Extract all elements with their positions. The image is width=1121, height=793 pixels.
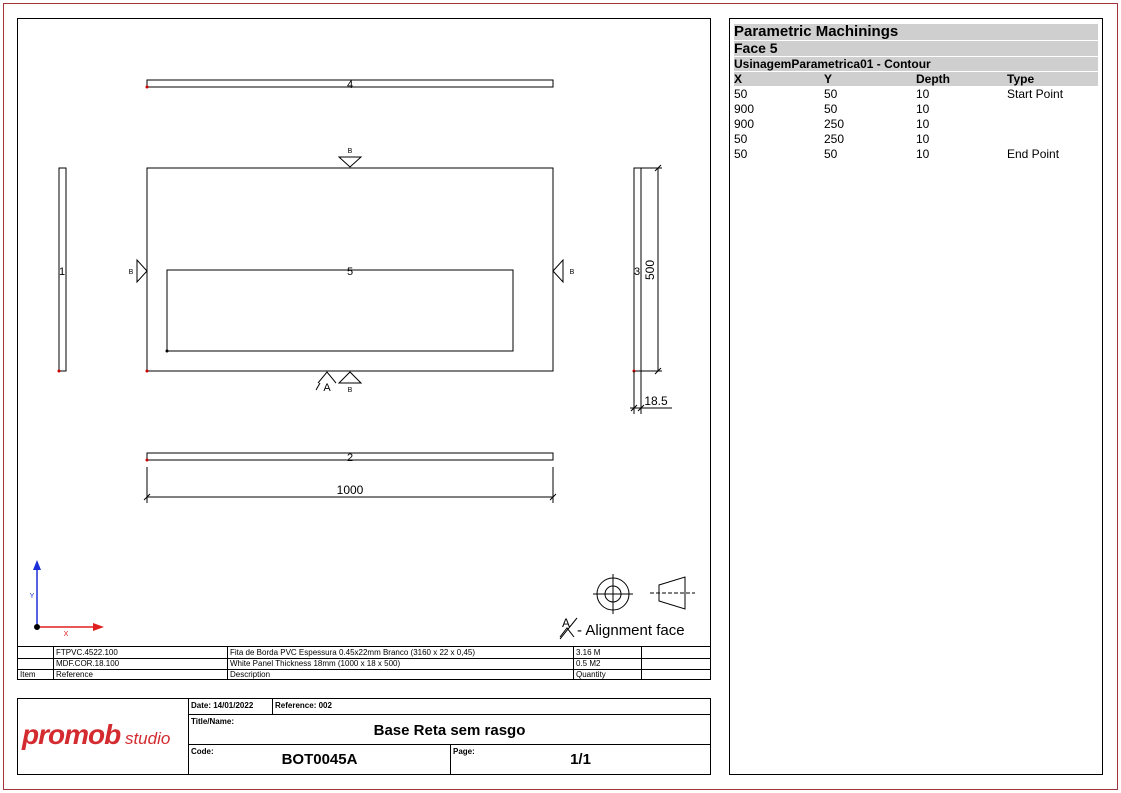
logo-sub: studio <box>120 729 171 748</box>
cell-y: 250 <box>824 132 845 146</box>
cell-y: 50 <box>824 102 838 116</box>
table-row <box>734 117 1098 132</box>
bom-header-extra <box>641 669 710 680</box>
contour-machining <box>167 270 513 351</box>
dimension-thickness: 18.5 <box>644 394 668 408</box>
bom-table <box>17 646 711 680</box>
bom-extra <box>641 658 710 669</box>
table-row <box>734 132 1098 147</box>
cell-x: 50 <box>734 132 748 146</box>
code-value: BOT0045A <box>281 751 358 768</box>
cell-x: 50 <box>734 87 748 101</box>
cell-depth: 10 <box>916 102 930 116</box>
cell-type: Start Point <box>1007 87 1064 101</box>
cell-y: 250 <box>824 117 845 131</box>
page-cell <box>450 745 710 774</box>
edge-point <box>146 86 149 89</box>
cell-depth: 10 <box>916 117 930 131</box>
reference-cell <box>272 699 710 715</box>
date: Date: 14/01/2022 <box>191 701 254 710</box>
bom-header-reference: Reference <box>53 669 227 680</box>
part-label-5: 5 <box>346 266 354 278</box>
edge-point <box>146 370 149 373</box>
bom-header-item: Item <box>20 670 36 679</box>
bom-quantity: 0.5 M2 <box>573 658 641 669</box>
part-label-2: 2 <box>346 452 354 464</box>
table-row <box>734 147 1098 162</box>
cell-depth: 10 <box>916 132 930 146</box>
title-label: Title/Name: <box>191 717 234 726</box>
table-row <box>734 87 1098 102</box>
logo-main: promob <box>22 719 121 750</box>
bom-reference: MDF.COR.18.100 <box>53 658 227 669</box>
machinings-face: Face 5 <box>734 41 1098 56</box>
cell-type: End Point <box>1007 147 1060 161</box>
reference: Reference: 002 <box>275 701 332 710</box>
part-label-3: 3 <box>633 266 641 278</box>
section-marker-left <box>137 260 147 282</box>
part-label-4: 4 <box>346 79 354 91</box>
projection-symbol-icon <box>593 574 633 614</box>
section-label-right: B <box>569 269 575 276</box>
bom-header-description: Description <box>227 669 573 680</box>
bom-header-quantity: Quantity <box>573 669 641 680</box>
alignment-label: A <box>323 382 331 394</box>
axis-origin <box>34 624 40 630</box>
cell-x: 900 <box>734 117 755 131</box>
bom-header-row <box>18 669 710 680</box>
cell-depth: 10 <box>916 147 930 161</box>
machinings-title: Parametric Machinings <box>734 24 1098 40</box>
bom-description: White Panel Thickness 18mm (1000 x 18 x 500) <box>227 658 573 669</box>
page-value: 1/1 <box>570 751 591 768</box>
part-label-1: 1 <box>58 266 66 278</box>
col-y: Y <box>824 72 833 86</box>
col-depth: Depth <box>916 72 950 86</box>
cell-depth: 10 <box>916 87 930 101</box>
bom-item <box>18 647 53 658</box>
axis-y-arrow <box>33 560 41 570</box>
section-label-bottom: B <box>347 387 353 394</box>
cell-x: 50 <box>734 147 748 161</box>
page-label: Page: <box>453 747 475 756</box>
machinings-operation: UsinagemParametrica01 - Contour <box>734 57 1098 71</box>
axis-x-arrow <box>93 623 104 631</box>
axis-x-label: X <box>63 631 69 638</box>
bom-quantity: 3.16 M <box>573 647 641 658</box>
axis-y-label: Y <box>29 593 35 600</box>
cell-y: 50 <box>824 87 838 101</box>
section-marker-top <box>339 157 361 167</box>
code-cell <box>188 745 450 774</box>
promob-logo <box>22 719 170 751</box>
section-label-left: B <box>128 269 134 276</box>
bom-description: Fita de Borda PVC Espessura 0.45x22mm Branco (3160 x 22 x 0,45) <box>227 647 573 658</box>
cell-x: 900 <box>734 102 755 116</box>
code-label: Code: <box>191 747 214 756</box>
cell-y: 50 <box>824 147 838 161</box>
cone-symbol-icon <box>650 577 695 609</box>
section-label-top: B <box>347 148 353 155</box>
machinings-column-headers <box>734 72 1098 86</box>
table-row <box>734 102 1098 117</box>
dimension-height: 500 <box>643 259 657 281</box>
bom-item <box>18 658 53 669</box>
alignment-legend-marker: A <box>561 616 571 630</box>
contour-start-point <box>166 350 169 353</box>
alignment-legend-text: - Alignment face <box>577 622 685 639</box>
col-type: Type <box>1007 72 1035 86</box>
edge-point <box>146 459 149 462</box>
bom-extra <box>641 647 710 658</box>
title-value: Base Reta sem rasgo <box>373 722 526 739</box>
dimension-width: 1000 <box>336 483 364 497</box>
section-marker-bottom <box>339 372 361 383</box>
section-marker-right <box>553 260 563 282</box>
title-block <box>17 698 711 775</box>
edge-point <box>58 370 61 373</box>
title-cell <box>188 715 710 745</box>
col-x: X <box>734 72 743 86</box>
bom-reference: FTPVC.4522.100 <box>53 647 227 658</box>
date-cell <box>188 699 272 715</box>
